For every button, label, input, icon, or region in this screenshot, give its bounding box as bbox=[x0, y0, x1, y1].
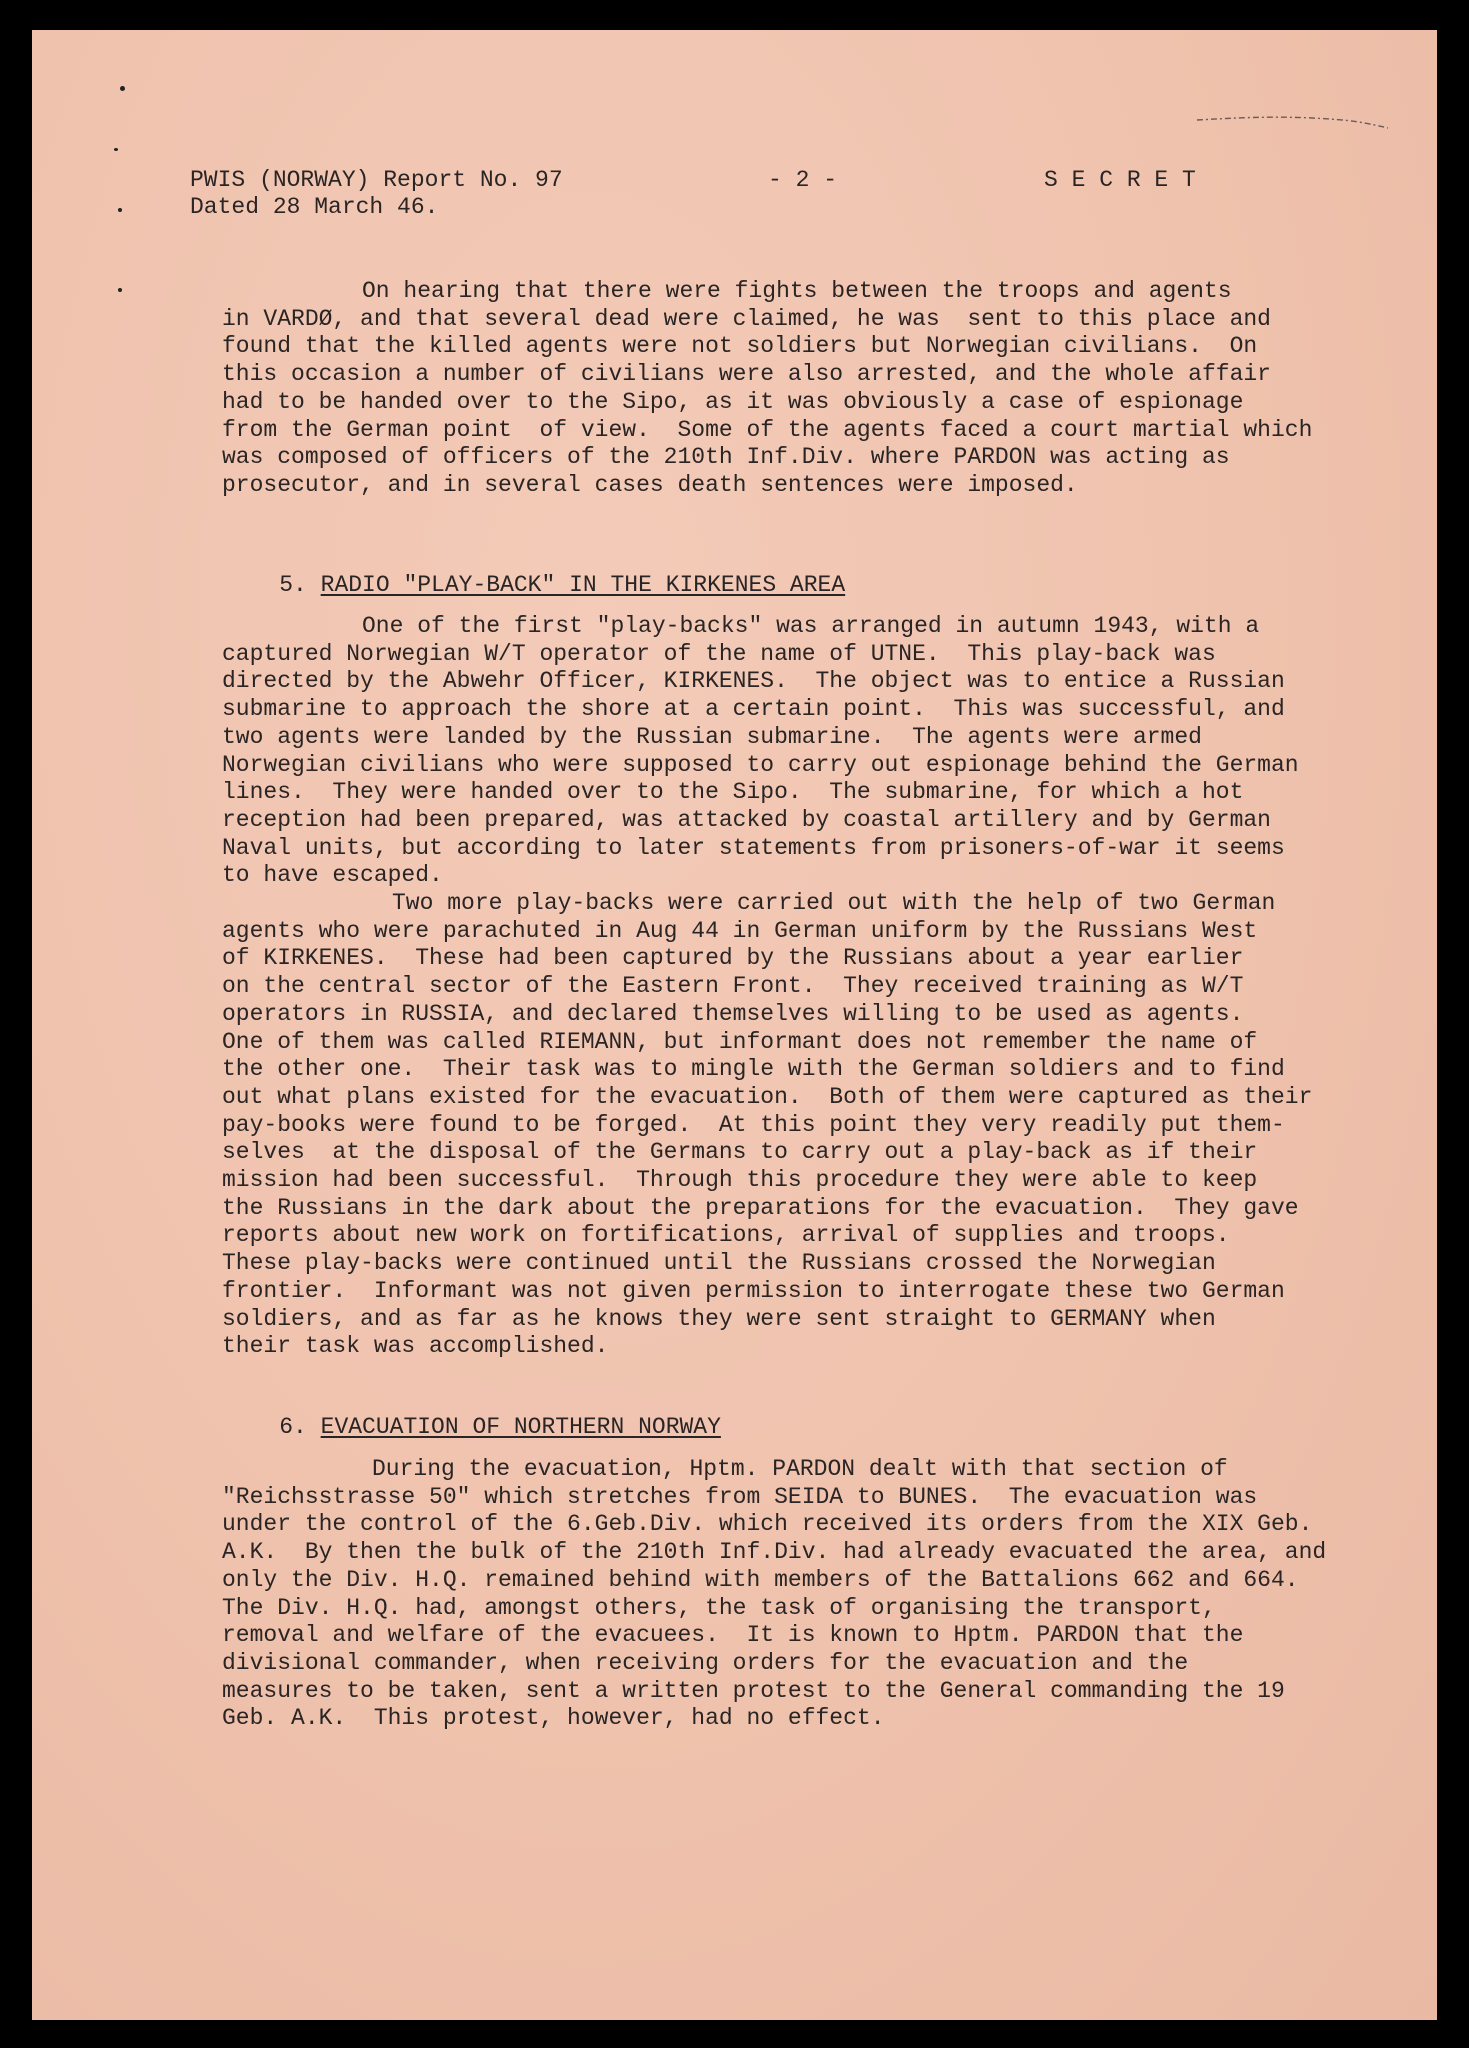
text-line: divisional commander, when receiving orders for the evacuation and the bbox=[222, 1649, 1189, 1676]
text-line: lines. They were handed over to the Sipo. The submarine, for which a hot bbox=[222, 779, 1244, 806]
text-line: only the Div. H.Q. remained behind with members of the Battalions 662 and 664. bbox=[222, 1566, 1299, 1593]
paragraph-evacuation bbox=[222, 1456, 1402, 1733]
section-title: EVACUATION OF NORTHERN NORWAY bbox=[320, 1414, 721, 1440]
text-line: in VARDØ, and that several dead were claimed, he was sent to this place and bbox=[222, 305, 1271, 332]
text-line: One of the first "play-backs" was arranged in autumn 1943, with a bbox=[362, 613, 1260, 639]
text-line: These play-backs were continued until the Russians crossed the Norwegian bbox=[222, 1250, 1216, 1277]
text-line: The Div. H.Q. had, amongst others, the task of organising the transport, bbox=[222, 1594, 1216, 1621]
text-line: selves at the disposal of the Germans to carry out a play-back as if their bbox=[222, 1139, 1258, 1166]
pencil-mark bbox=[1192, 106, 1392, 146]
section-number: 6. bbox=[279, 1414, 307, 1440]
margin-dot bbox=[120, 86, 125, 91]
text-line: directed by the Abwehr Officer, KIRKENES. The object was to entice a Russian bbox=[222, 668, 1285, 695]
text-line: Geb. A.K. This protest, however, had no effect. bbox=[222, 1705, 885, 1732]
report-number: PWIS (NORWAY) Report No. 97 bbox=[190, 167, 563, 193]
paragraph-vardo bbox=[222, 278, 1402, 500]
text-line: removal and welfare of the evacuees. It is known to Hptm. PARDON that the bbox=[222, 1622, 1244, 1649]
text-line: operators in RUSSIA, and declared themselves willing to be used as agents. bbox=[222, 1000, 1244, 1027]
section-number: 5. bbox=[279, 572, 307, 598]
text-line: out what plans existed for the evacuation. Both of them were captured as their bbox=[222, 1083, 1313, 1110]
text-line: under the control of the 6.Geb.Div. which received its orders from the XIX Geb. bbox=[222, 1511, 1313, 1538]
text-line: agents who were parachuted in Aug 44 in German uniform by the Russians West bbox=[222, 917, 1258, 944]
page-number: - 2 - bbox=[768, 167, 838, 193]
text-line: this occasion a number of civilians were also arrested, and the whole affair bbox=[222, 361, 1271, 388]
classification-marking: S E C R E T bbox=[1044, 167, 1196, 193]
text-line: to have escaped. bbox=[222, 862, 443, 889]
text-line: mission had been successful. Through this procedure they were able to keep bbox=[222, 1167, 1258, 1194]
text-line: On hearing that there were fights between the troops and agents bbox=[362, 278, 1232, 304]
text-line: reports about new work on fortifications, arrival of supplies and troops. bbox=[222, 1222, 1230, 1249]
text-line: frontier. Informant was not given permission to interrogate these two German bbox=[222, 1277, 1285, 1304]
margin-dot bbox=[118, 288, 122, 292]
text-line: of KIRKENES. These had been captured by the Russians about a year earlier bbox=[222, 945, 1244, 972]
text-line: A.K. By then the bulk of the 210th Inf.Div. had already evacuated the area, and bbox=[222, 1539, 1327, 1566]
text-line: measures to be taken, sent a written protest to the General commanding the 19 bbox=[222, 1677, 1285, 1704]
document-page bbox=[32, 30, 1437, 2020]
text-line: Two more play-backs were carried out with the help of two German bbox=[392, 890, 1276, 916]
text-line: found that the killed agents were not soldiers but Norwegian civilians. On bbox=[222, 333, 1258, 360]
paragraph-playback-1 bbox=[222, 613, 1402, 890]
text-line: from the German point of view. Some of the agents faced a court martial which bbox=[222, 416, 1313, 443]
text-line: reception had been prepared, was attacked by coastal artillery and by German bbox=[222, 806, 1271, 833]
text-line: submarine to approach the shore at a certain point. This was successful, and bbox=[222, 696, 1285, 723]
text-line: the other one. Their task was to mingle with the German soldiers and to find bbox=[222, 1056, 1285, 1083]
section-title: RADIO "PLAY-BACK" IN THE KIRKENES AREA bbox=[320, 572, 846, 598]
text-line: two agents were landed by the Russian submarine. The agents were armed bbox=[222, 723, 1202, 750]
text-line: was composed of officers of the 210th Inf.Div. where PARDON was acting as bbox=[222, 444, 1230, 471]
text-line: prosecutor, and in several cases death sentences were imposed. bbox=[222, 471, 1078, 498]
text-line: During the evacuation, Hptm. PARDON dealt with that section of bbox=[372, 1456, 1228, 1482]
text-line: Norwegian civilians who were supposed to carry out espionage behind the German bbox=[222, 751, 1299, 778]
text-line: One of them was called RIEMANN, but informant does not remember the name of bbox=[222, 1028, 1258, 1055]
text-line: had to be handed over to the Sipo, as it was obviously a case of espionage bbox=[222, 388, 1244, 415]
text-line: Naval units, but according to later statements from prisoners-of-war it seems bbox=[222, 834, 1285, 861]
text-line: their task was accomplished. bbox=[222, 1333, 609, 1360]
text-line: soldiers, and as far as he knows they were sent straight to GERMANY when bbox=[222, 1305, 1216, 1332]
margin-dot bbox=[114, 148, 118, 151]
text-line: on the central sector of the Eastern Front. They received training as W/T bbox=[222, 973, 1244, 1000]
text-line: the Russians in the dark about the preparations for the evacuation. They gave bbox=[222, 1194, 1299, 1221]
report-date: Dated 28 March 46. bbox=[190, 194, 439, 220]
text-line: captured Norwegian W/T operator of the name of UTNE. This play-back was bbox=[222, 640, 1216, 667]
text-line: pay-books were found to be forged. At this point they very readily put them- bbox=[222, 1111, 1285, 1138]
margin-dot bbox=[118, 208, 122, 212]
paragraph-playback-2 bbox=[222, 890, 1402, 1361]
text-line: "Reichsstrasse 50" which stretches from SEIDA to BUNES. The evacuation was bbox=[222, 1483, 1258, 1510]
